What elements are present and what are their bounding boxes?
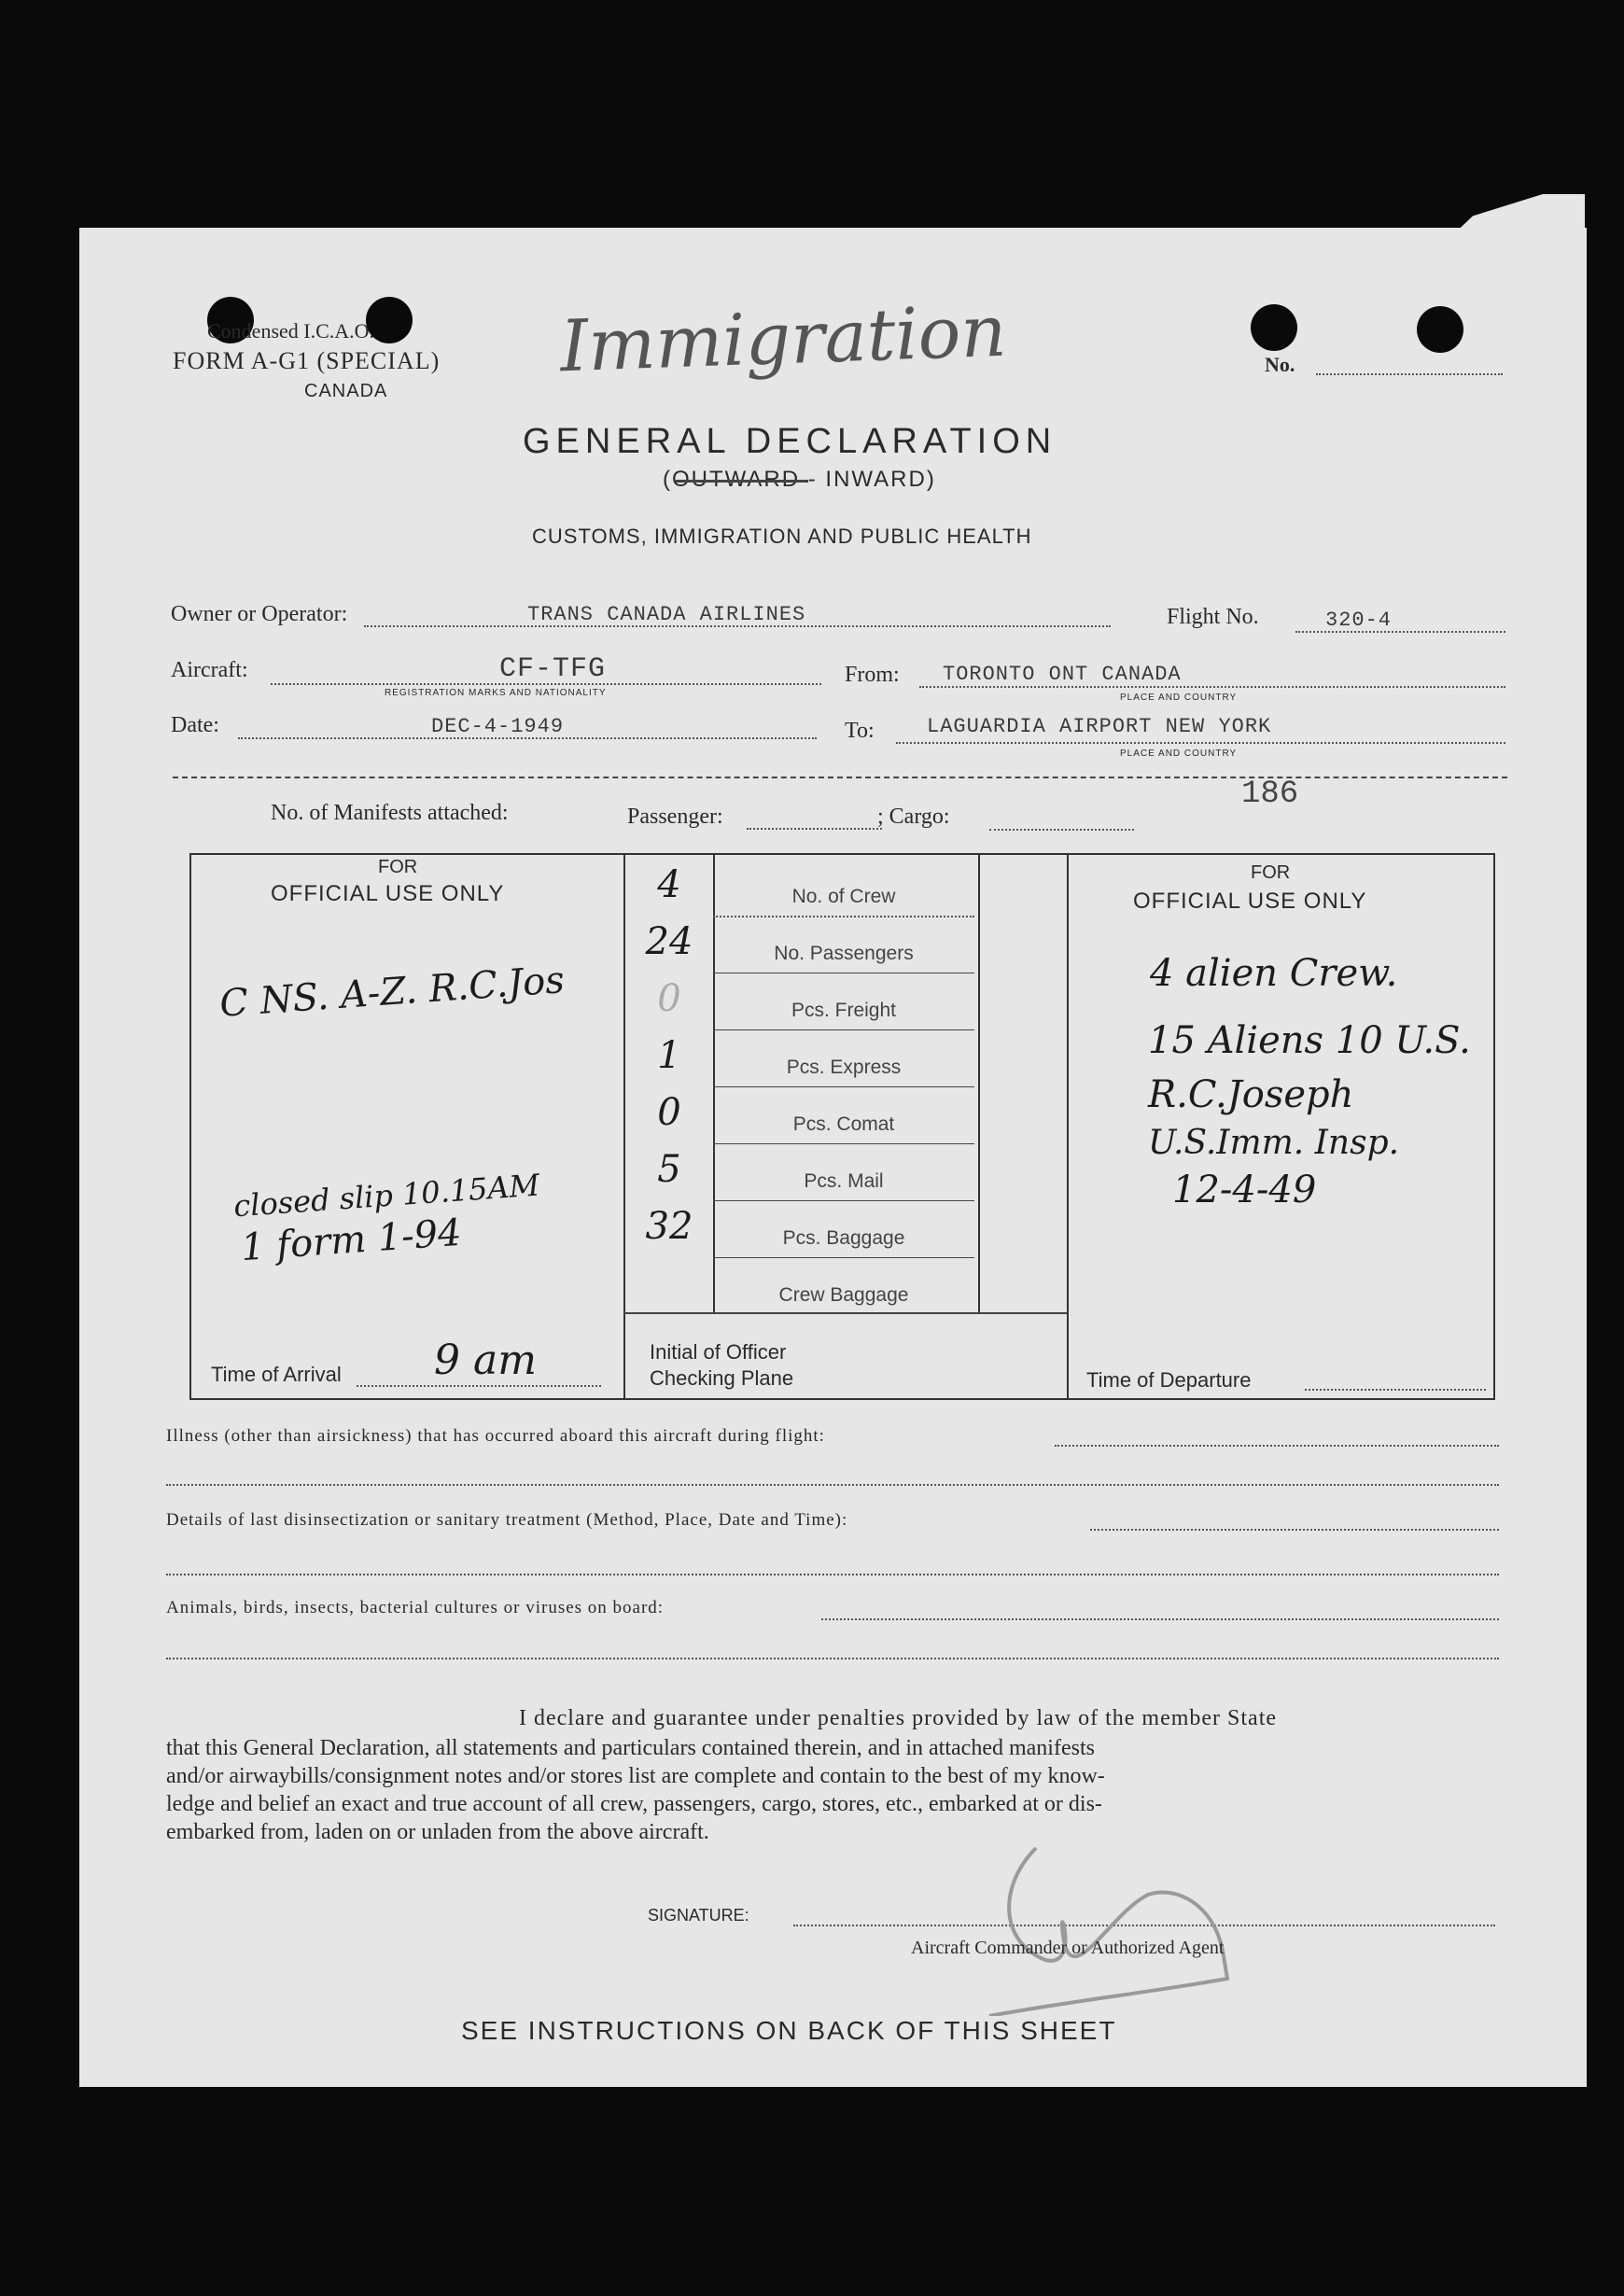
right-note-5: 12-4-49 (1172, 1169, 1317, 1211)
animals-line-2 (166, 1658, 1499, 1659)
from-value: TORONTO ONT CANADA (943, 663, 1182, 686)
flight-value: 320-4 (1325, 609, 1393, 632)
tally-row (623, 1034, 1067, 1090)
passenger-line (747, 828, 882, 830)
row-line (713, 916, 974, 917)
row-label: Pcs. Baggage (782, 1227, 905, 1249)
right-official-heading-1: FOR (1251, 862, 1291, 883)
officer-label-1: Initial of Officer (650, 1340, 787, 1364)
signature-label: SIGNATURE: (648, 1906, 749, 1925)
row-value: 0 (657, 1091, 681, 1134)
owner-label: Owner or Operator: (171, 602, 348, 626)
aircraft-label: Aircraft: (171, 658, 248, 682)
right-note-3: R.C.Joseph (1148, 1073, 1354, 1116)
row-value: 0 (657, 977, 681, 1020)
row-label: Crew Baggage (778, 1284, 909, 1306)
declaration-line-4: ledge and belief an exact and true account of all crew, passengers, cargo, stores, etc., embarked at or dis- (166, 1792, 1102, 1816)
time-departure-line (1305, 1389, 1486, 1391)
from-line (919, 686, 1505, 688)
left-note-2: closed slip 10.15AM (232, 1167, 541, 1225)
date-label: Date: (171, 713, 219, 737)
manifests-label: No. of Manifests attached: (271, 801, 509, 825)
tally-row (623, 863, 1067, 919)
declaration-line-2: that this General Declaration, all statements and particulars contained therein, and in attached manifests (166, 1736, 1095, 1760)
row-label: Pcs. Freight (791, 1000, 897, 1021)
aircraft-value: CF-TFG (499, 653, 607, 685)
owner-value: TRANS CANADA AIRLINES (527, 603, 806, 626)
flight-label: Flight No. (1167, 605, 1259, 629)
row-label: Pcs. Comat (792, 1113, 895, 1135)
tally-row (623, 1091, 1067, 1147)
time-arrival-value: 9 am (434, 1337, 537, 1384)
right-note-4: U.S.Imm. Insp. (1148, 1124, 1400, 1162)
date-value: DEC-4-1949 (431, 715, 565, 738)
disinsection-line-2 (166, 1574, 1499, 1575)
from-label: From: (845, 663, 900, 687)
row-value: 5 (657, 1148, 681, 1191)
disinsection-label: Details of last disinsectization or sanitary treatment (Method, Place, Date and Time): (166, 1510, 848, 1530)
left-note-1: C NS. A-Z. R.C.Jos (217, 959, 567, 1026)
to-label: To: (845, 719, 875, 743)
from-caption: PLACE AND COUNTRY (1120, 693, 1238, 703)
to-caption: PLACE AND COUNTRY (1120, 749, 1238, 759)
tally-row (623, 1205, 1067, 1261)
signature-caption: Aircraft Commander or Authorized Agent (911, 1938, 1225, 1958)
row-value: 32 (645, 1205, 693, 1248)
instructions-footer: SEE INSTRUCTIONS ON BACK OF THIS SHEET (461, 2016, 1117, 2045)
time-arrival-line (357, 1385, 601, 1387)
right-note-2: 15 Aliens 10 U.S. (1148, 1019, 1471, 1062)
animals-line-1 (821, 1618, 1499, 1620)
punch-hole (1251, 304, 1297, 351)
row-line (713, 1086, 974, 1087)
declaration-line-3: and/or airwaybills/consignment notes and/or stores list are complete and contain to the best of my know- (166, 1764, 1105, 1788)
tally-row (623, 920, 1067, 976)
aircraft-caption: REGISTRATION MARKS AND NATIONALITY (385, 688, 607, 698)
row-line (713, 1257, 974, 1258)
time-departure-label: Time of Departure (1086, 1368, 1252, 1392)
row-label: No. Passengers (774, 943, 914, 964)
declaration-line-1: I declare and guarantee under penalties provided by law of the member State (519, 1706, 1278, 1730)
form-number-label: No. (1265, 353, 1295, 376)
form-number-line (1316, 373, 1503, 375)
row-line (713, 1200, 974, 1201)
tally-rows (623, 863, 1067, 1311)
form-country: CANADA (304, 381, 388, 401)
form-subtitle: (OUTWARD - INWARD) (663, 467, 936, 492)
animals-label: Animals, birds, insects, bacterial cultures or viruses on board: (166, 1598, 665, 1617)
row-line (713, 1143, 974, 1144)
illness-label: Illness (other than airsickness) that has occurred aboard this aircraft during flight: (166, 1426, 825, 1446)
cargo-label: ; Cargo: (877, 805, 950, 829)
row-value: 1 (657, 1034, 681, 1077)
tally-row (623, 1262, 1067, 1318)
disinsection-line-1 (1090, 1529, 1499, 1531)
form-subheading: CUSTOMS, IMMIGRATION AND PUBLIC HEALTH (532, 525, 1032, 548)
row-value: 4 (657, 863, 681, 906)
cargo-line (989, 829, 1134, 831)
row-label: Pcs. Mail (804, 1170, 884, 1192)
illness-line-1 (1055, 1445, 1499, 1447)
to-value: LAGUARDIA AIRPORT NEW YORK (927, 715, 1272, 738)
declaration-line-5: embarked from, laden on or unladen from the above aircraft. (166, 1820, 709, 1844)
officer-label-2: Checking Plane (650, 1366, 794, 1390)
cargo-value: 186 (1241, 777, 1299, 812)
tally-row (623, 977, 1067, 1033)
header-divider (173, 777, 1507, 778)
row-label: No. of Crew (791, 886, 896, 907)
row-line (713, 1029, 974, 1030)
left-official-heading-1: FOR (378, 857, 418, 877)
form-title: GENERAL DECLARATION (523, 422, 1057, 461)
punch-hole (1417, 306, 1463, 353)
form-code-line1: Condensed I.C.A.O. (207, 319, 375, 343)
row-label: Pcs. Express (786, 1057, 902, 1078)
illness-line-2 (166, 1484, 1499, 1486)
handwritten-header: Immigration (558, 288, 1008, 388)
handwritten-signature (961, 1829, 1241, 2016)
time-arrival-label: Time of Arrival (211, 1363, 342, 1386)
left-note-3: 1 form 1-94 (239, 1211, 464, 1270)
row-value: 24 (645, 920, 693, 963)
right-official-heading-2: OFFICIAL USE ONLY (1133, 889, 1367, 914)
right-note-1: 4 alien Crew. (1150, 952, 1398, 995)
outward-strike (676, 480, 808, 483)
tally-row (623, 1148, 1067, 1204)
left-official-heading-2: OFFICIAL USE ONLY (271, 881, 505, 906)
form-code-line2: FORM A-G1 (SPECIAL) (173, 347, 441, 374)
passenger-label: Passenger: (627, 805, 723, 829)
to-line (896, 742, 1505, 744)
table-divider (1067, 853, 1069, 1398)
